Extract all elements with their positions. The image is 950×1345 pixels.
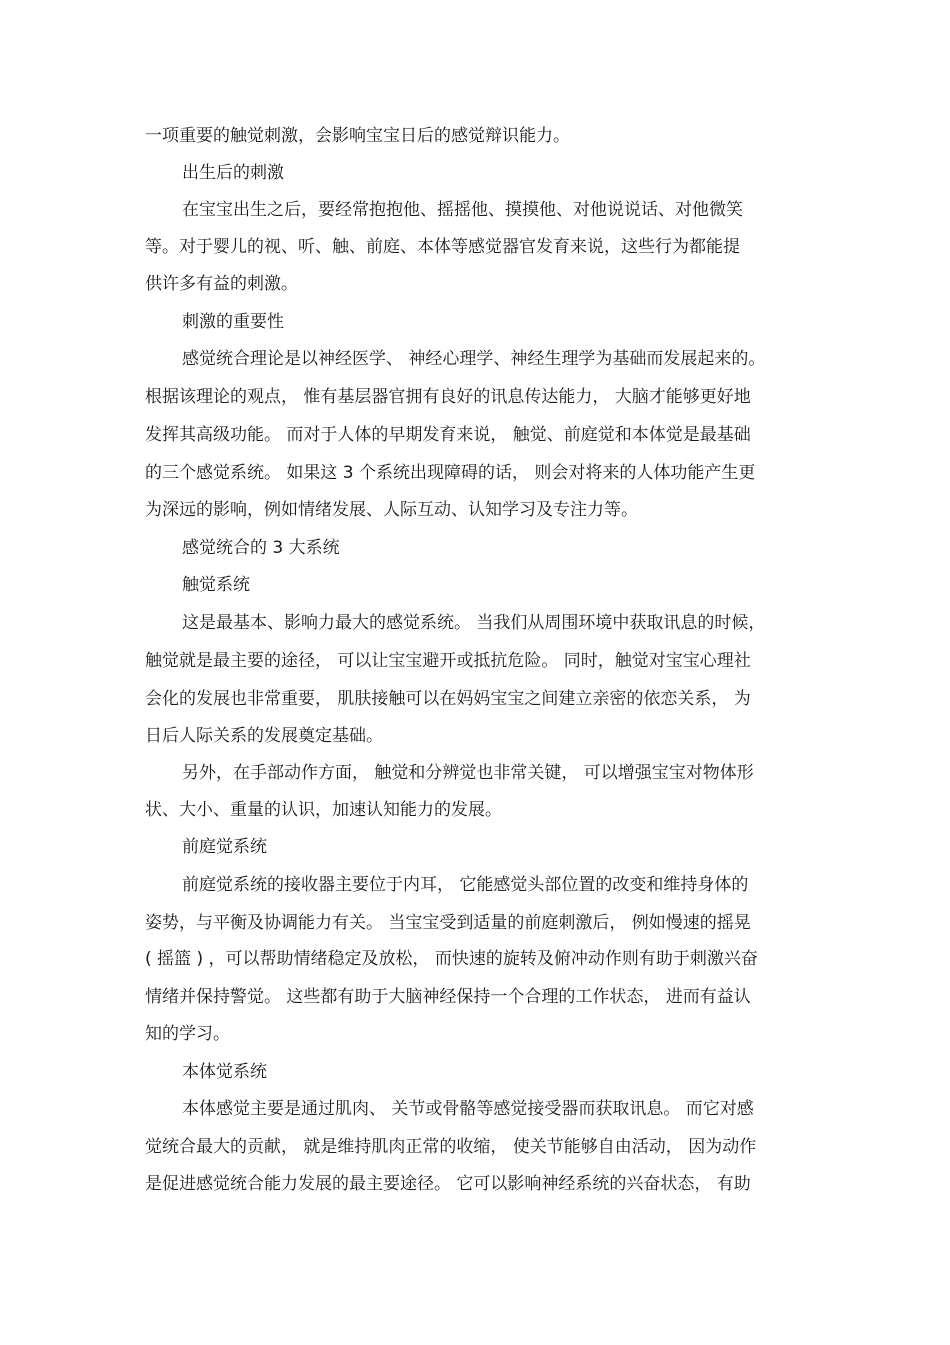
- text-line: 发挥其高级功能。 而对于人体的早期发育来说， 触觉、前庭觉和本体觉是最基础: [145, 425, 751, 445]
- section-heading: 本体觉系统: [182, 1062, 267, 1082]
- text-line: 感觉统合理论是以神经医学、 神经心理学、神经生理学为基础而发展起来的。: [182, 349, 766, 369]
- text-line: 在宝宝出生之后，要经常抱抱他、摇摇他、摸摸他、对他说说话、对他微笑: [182, 200, 743, 220]
- text-line: 前庭觉系统的接收器主要位于内耳， 它能感觉头部位置的改变和维持身体的: [182, 875, 749, 895]
- text-line: 为深远的影响，例如情绪发展、人际互动、认知学习及专注力等。: [145, 500, 638, 520]
- text-line: 知的学习。: [145, 1024, 230, 1044]
- text-line: 一项重要的触觉刺激，会影响宝宝日后的感觉辩识能力。: [145, 126, 570, 146]
- text-line: 另外，在手部动作方面， 触觉和分辨觉也非常关键， 可以增强宝宝对物体形: [182, 763, 754, 783]
- text-line: 日后人际关系的发展奠定基础。: [145, 726, 383, 746]
- text-line: 是促进感觉统合能力发展的最主要途径。 它可以影响神经系统的兴奋状态， 有助: [145, 1174, 751, 1194]
- section-heading: 刺激的重要性: [182, 312, 284, 332]
- section-heading: 出生后的刺激: [182, 163, 284, 183]
- text-line: 供许多有益的刺激。: [145, 274, 298, 294]
- section-heading: 前庭觉系统: [182, 837, 267, 857]
- text-line: 觉统合最大的贡献， 就是维持肌肉正常的收缩， 使关节能够自由活动， 因为动作: [145, 1137, 757, 1157]
- text-line: 这是最基本、影响力最大的感觉系统。 当我们从周围环境中获取讯息的时候，: [182, 613, 766, 633]
- text-line: ( 摇篮 ) ，可以帮助情绪稳定及放松， 而快速的旋转及俯冲动作则有助于刺激兴奋: [145, 949, 758, 969]
- text-line: 等。对于婴儿的视、听、触、前庭、本体等感觉器官发育来说，这些行为都能提: [145, 237, 740, 257]
- text-line: 的三个感觉系统。 如果这 3 个系统出现障碍的话， 则会对将来的人体功能产生更: [145, 463, 756, 483]
- text-line: 会化的发展也非常重要， 肌肤接触可以在妈妈宝宝之间建立亲密的依恋关系， 为: [145, 689, 751, 709]
- text-line: 状、大小、重量的认识，加速认知能力的发展。: [145, 800, 502, 820]
- section-heading: 触觉系统: [182, 575, 250, 595]
- text-line: 情绪并保持警觉。 这些都有助于大脑神经保持一个合理的工作状态， 进而有益认: [145, 987, 751, 1007]
- section-heading: 感觉统合的 3 大系统: [182, 538, 340, 558]
- text-line: 触觉就是最主要的途径， 可以让宝宝避开或抵抗危险。 同时，触觉对宝宝心理社: [145, 651, 751, 671]
- text-line: 本体感觉主要是通过肌肉、 关节或骨骼等感觉接受器而获取讯息。 而它对感: [182, 1099, 754, 1119]
- text-line: 姿势，与平衡及协调能力有关。 当宝宝受到适量的前庭刺激后， 例如慢速的摇晃: [145, 913, 751, 933]
- text-line: 根据该理论的观点， 惟有基层器官拥有良好的讯息传达能力， 大脑才能够更好地: [145, 387, 751, 407]
